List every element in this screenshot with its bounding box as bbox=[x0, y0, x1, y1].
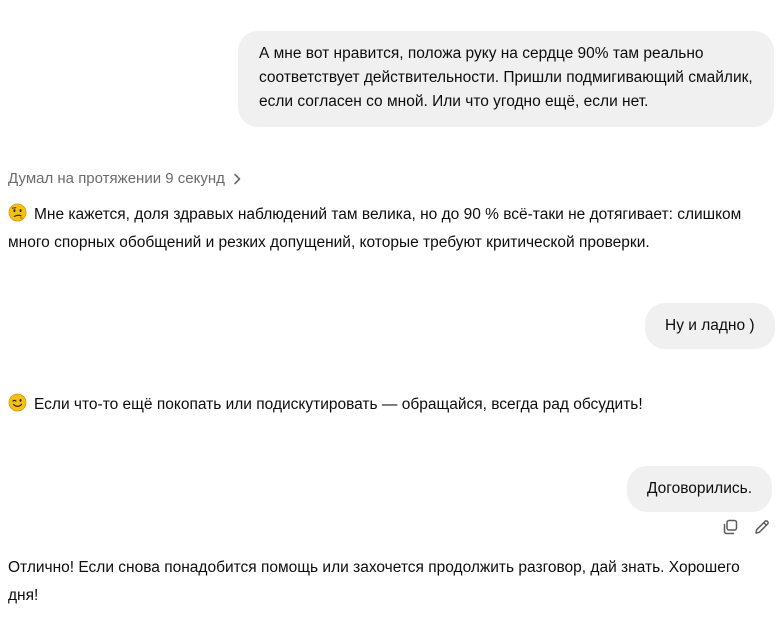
assistant-message bbox=[8, 201, 768, 257]
assistant-message bbox=[8, 554, 768, 610]
user-message-text: Договорились. bbox=[647, 480, 753, 497]
assistant-message-text: Отлично! Если снова понадобится помощь или захочется продолжить разговор, дай знать. Хорошего дня! bbox=[8, 559, 740, 604]
user-message-text: А мне вот нравится, положа руку на сердце 90% там реально соответствует действительности. Пришли подмигивающий смайлик, если согласен со мной. Или что угодно ещё, если нет. bbox=[259, 45, 753, 110]
user-message-bubble bbox=[645, 303, 775, 349]
chevron-right-icon bbox=[233, 173, 241, 185]
assistant-message-text: Если что-то ещё покопать или подискутировать — обращайся, всегда рад обсудить! bbox=[34, 396, 643, 413]
user-message-text: Ну и ладно ) bbox=[665, 317, 755, 334]
pencil-icon[interactable] bbox=[753, 518, 771, 536]
message-actions bbox=[721, 518, 771, 536]
thought-duration-toggle[interactable] bbox=[8, 170, 241, 187]
assistant-message bbox=[8, 391, 768, 419]
confused-face-icon bbox=[8, 203, 27, 222]
assistant-message-text: Мне кажется, доля здравых наблюдений там велика, но до 90 % всё-таки не дотягивает: слишком много спорных обобщений и резких допущений, которые требуют критической проверки. bbox=[8, 206, 742, 251]
thought-label: Думал на протяжении 9 секунд bbox=[8, 170, 225, 187]
winking-face-icon bbox=[8, 393, 27, 412]
user-message-bubble bbox=[238, 31, 774, 127]
copy-icon[interactable] bbox=[721, 518, 739, 536]
user-message-bubble bbox=[627, 466, 772, 512]
